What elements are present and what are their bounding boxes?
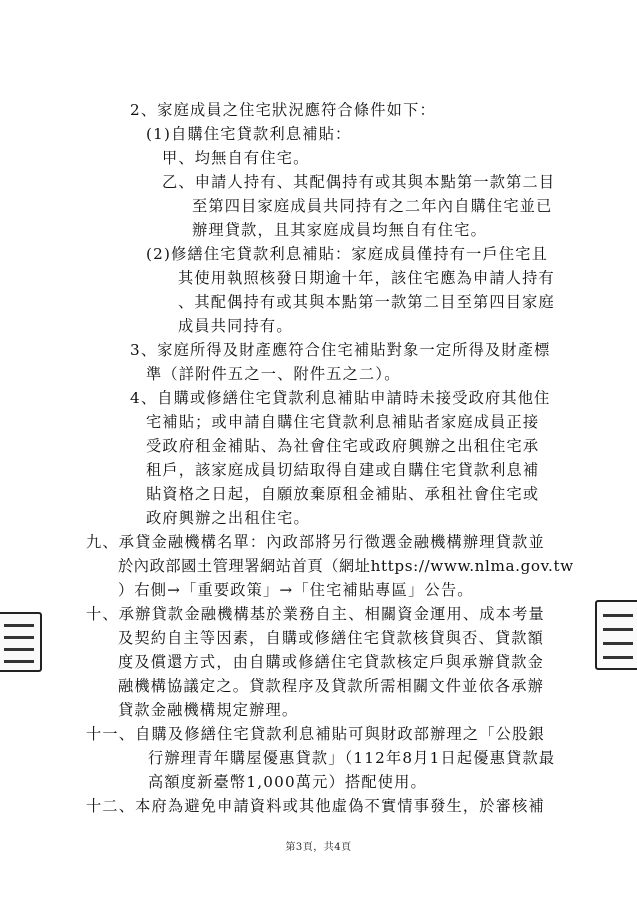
text-line: 十、承辦貸款金融機構基於業務自主、相關資金運用、成本考量 bbox=[86, 605, 545, 623]
text-line: 甲、均無自有住宅。 bbox=[162, 149, 310, 167]
text-line: 十一、自購及修繕住宅貸款利息補貼可與財政部辦理之「公股銀 bbox=[86, 725, 545, 743]
text-line: ）右側→「重要政策」→「住宅補貼專區」公告。 bbox=[118, 581, 474, 599]
seal-stamp-left bbox=[0, 612, 42, 672]
text-line: 行辦理青年購屋優惠貸款」（112年8月1日起優惠貸款最 bbox=[148, 749, 556, 767]
text-line: 至第四目家庭成員共同持有之二年內自購住宅並已 bbox=[192, 197, 553, 215]
text-line: (1)自購住宅貸款利息補貼： bbox=[146, 125, 352, 143]
text-line: 租戶，該家庭成員切結取得自建或自購住宅貸款利息補 bbox=[146, 461, 540, 479]
text-line: 九、承貸金融機構名單：內政部將另行徵選金融機構辦理貸款並 bbox=[86, 533, 545, 551]
text-line: 4、自購或修繕住宅貸款利息補貼申請時未接受政府其他住 bbox=[130, 389, 551, 407]
page-number: 第3頁，共4頁 bbox=[285, 842, 352, 853]
seal-stamp-right bbox=[595, 600, 637, 670]
text-line: 受政府租金補貼、為社會住宅或政府興辦之出租住宅承 bbox=[146, 437, 540, 455]
text-line: 、其配偶持有或其與本點第一款第二目至第四目家庭 bbox=[178, 293, 555, 311]
text-line: 度及償還方式，由自購或修繕住宅貸款核定戶與承辦貸款金 bbox=[118, 653, 545, 671]
text-line: 其使用執照核發日期逾十年，該住宅應為申請人持有 bbox=[178, 269, 555, 287]
text-line: 辦理貸款，且其家庭成員均無自有住宅。 bbox=[192, 221, 487, 239]
text-line: 貼資格之日起，自願放棄原租金補貼、承租社會住宅或 bbox=[146, 485, 540, 503]
text-line: (2)修繕住宅貸款利息補貼：家庭成員僅持有一戶住宅且 bbox=[146, 245, 549, 263]
text-line: 宅補貼；或申請自購住宅貸款利息補貼者家庭成員正接 bbox=[146, 413, 540, 431]
text-line: 3、家庭所得及財產應符合住宅補貼對象一定所得及財產標 bbox=[130, 341, 551, 359]
text-line: 政府興辦之出租住宅。 bbox=[146, 509, 310, 527]
text-line: 於內政部國土管理署網站首頁（網址https://www.nlma.gov.tw bbox=[118, 557, 574, 575]
text-line: 十二、本府為避免申請資料或其他虛偽不實情事發生，於審核補 bbox=[86, 797, 545, 815]
text-line: 融機構協議定之。貸款程序及貸款所需相關文件並依各承辦 bbox=[118, 677, 545, 695]
text-line: 乙、申請人持有、其配偶持有或其與本點第一款第二目 bbox=[162, 173, 556, 191]
text-line: 準（詳附件五之一、附件五之二）。 bbox=[146, 365, 401, 383]
text-line: 2、家庭成員之住宅狀況應符合條件如下： bbox=[130, 101, 436, 119]
text-line: 貸款金融機構規定辦理。 bbox=[118, 701, 299, 719]
text-line: 成員共同持有。 bbox=[178, 317, 293, 335]
text-line: 及契約自主等因素，自購或修繕住宅貸款核貸與否、貸款額 bbox=[118, 629, 545, 647]
text-line: 高額度新臺幣1,000萬元）搭配使用。 bbox=[148, 773, 427, 791]
